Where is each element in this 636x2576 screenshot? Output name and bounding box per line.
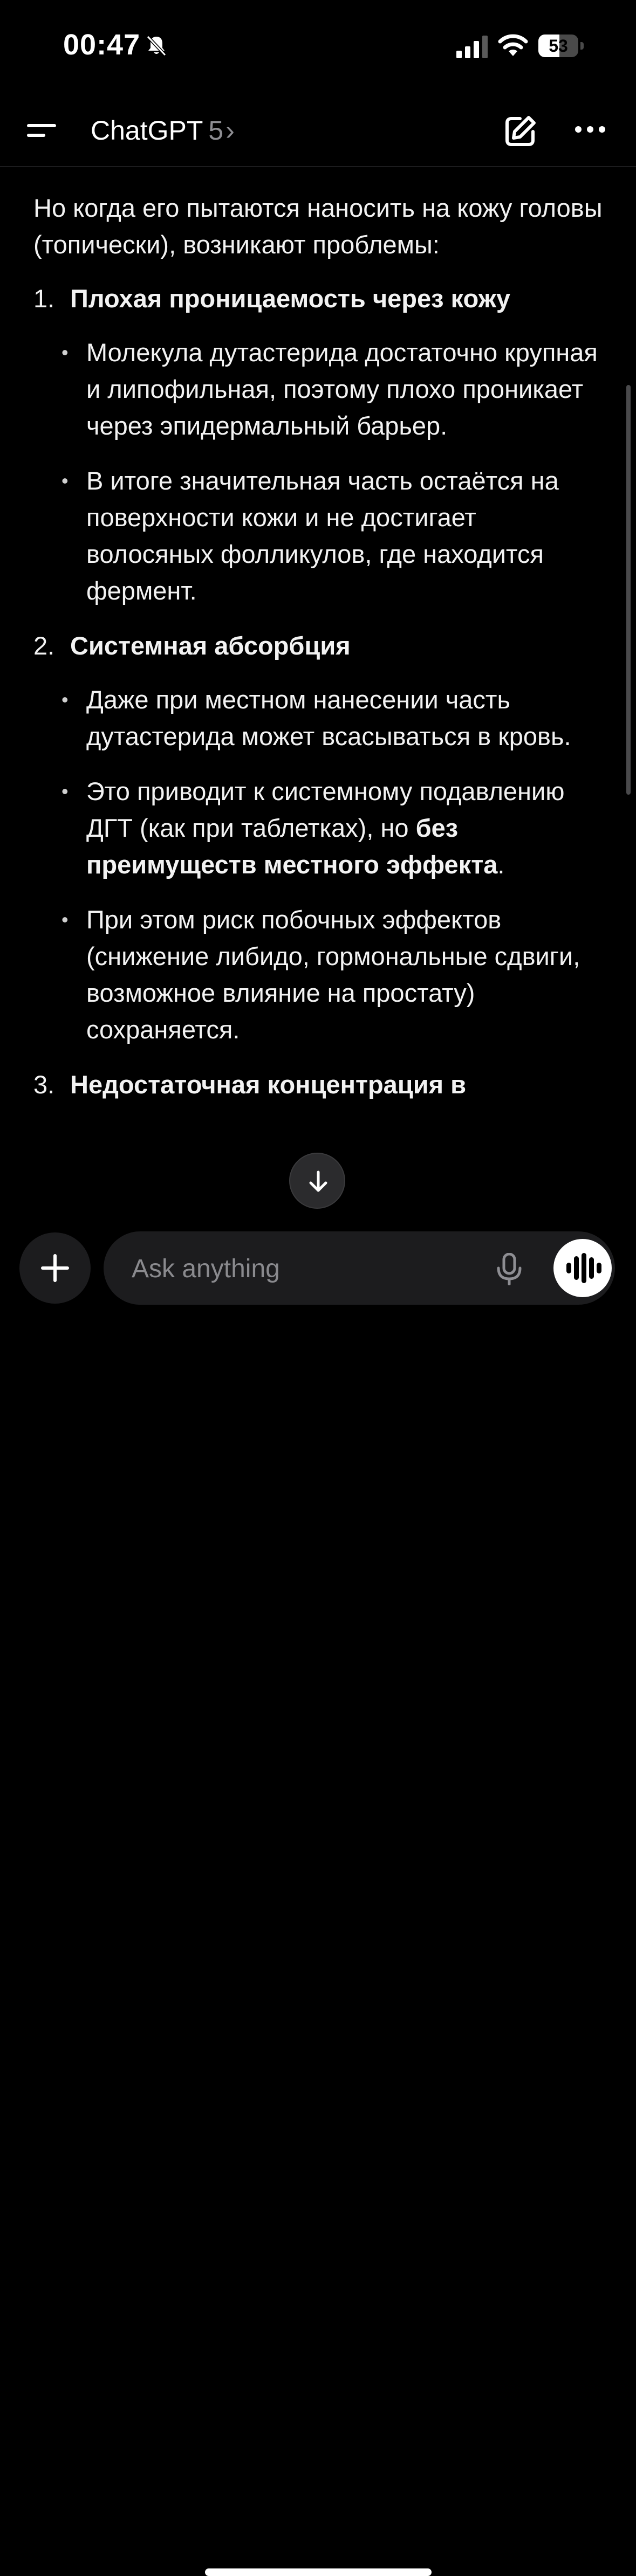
list-item-title [33, 1066, 605, 1103]
app-name: ChatGPT [91, 115, 203, 146]
bell-slash-icon [145, 33, 168, 57]
bullet-item [33, 773, 605, 883]
arrow-down-icon [304, 1168, 332, 1196]
composer [0, 1213, 636, 1378]
bullet-item: • При этом риск побочных эффектов (снижение либидо, гормональные сдвиги, возможное влияние на простату) сохраняется. [33, 901, 605, 1048]
chevron-right-icon: › [225, 115, 235, 146]
signal-icon [456, 36, 489, 58]
list-item-number: 2. [33, 631, 55, 660]
scrollbar[interactable] [626, 385, 631, 795]
mic-icon[interactable] [494, 1253, 524, 1285]
bullet-item: • Молекула дутастерида достаточно крупная и липофильная, поэтому плохо проникает через эпидермальный барьер. [33, 334, 605, 444]
message-input[interactable] [131, 1250, 467, 1287]
bullet-list [33, 681, 605, 1048]
list-item-title [33, 280, 605, 317]
list-item-title [33, 628, 605, 664]
wifi-icon [497, 32, 529, 58]
status-bar [0, 0, 636, 92]
chat-scroll-area[interactable] [0, 168, 636, 1213]
assistant-message [33, 190, 605, 1120]
bullet-list [33, 334, 605, 609]
new-chat-icon[interactable] [502, 113, 538, 150]
list-item-heading: Недостаточная концентрация в [70, 1070, 466, 1099]
list-item-heading: Плохая проницаемость через кожу [70, 284, 511, 313]
battery-icon [538, 35, 585, 57]
status-time: 00:47 [63, 29, 141, 61]
scroll-to-bottom-button[interactable] [289, 1153, 345, 1209]
home-indicator [205, 2568, 432, 2576]
bullet-text: Это приводит к системному подавлению ДГТ (как при таблетках), но [86, 777, 565, 842]
top-bar [0, 92, 636, 167]
bullet-item: • В итоге значительная часть остаётся на поверхности кожи и не достигает волосяных фолликулов, где находится фермент. [33, 463, 605, 609]
plus-icon[interactable] [19, 1232, 91, 1304]
bullet-item: • Даже при местном нанесении часть дутастерида может всасываться в кровь. [33, 681, 605, 755]
list-item-number: 1. [33, 284, 55, 313]
more-icon[interactable] [574, 124, 606, 135]
message-intro: Но когда его пытаются наносить на кожу головы (топически), возникают проблемы: [33, 194, 603, 259]
model-selector[interactable] [91, 114, 235, 147]
battery-level: 53 [549, 36, 568, 56]
voice-mode-icon[interactable] [553, 1239, 612, 1297]
bullet-text: . [497, 850, 505, 879]
bullet-bold-text: без преимуществ местного эффекта [86, 814, 498, 879]
list-item-number: 3. [33, 1070, 55, 1099]
list-item-heading: Системная абсорбция [70, 631, 351, 660]
message-input-container[interactable] [104, 1231, 615, 1305]
model-version: 5 [208, 115, 224, 146]
menu-icon[interactable] [27, 119, 59, 140]
